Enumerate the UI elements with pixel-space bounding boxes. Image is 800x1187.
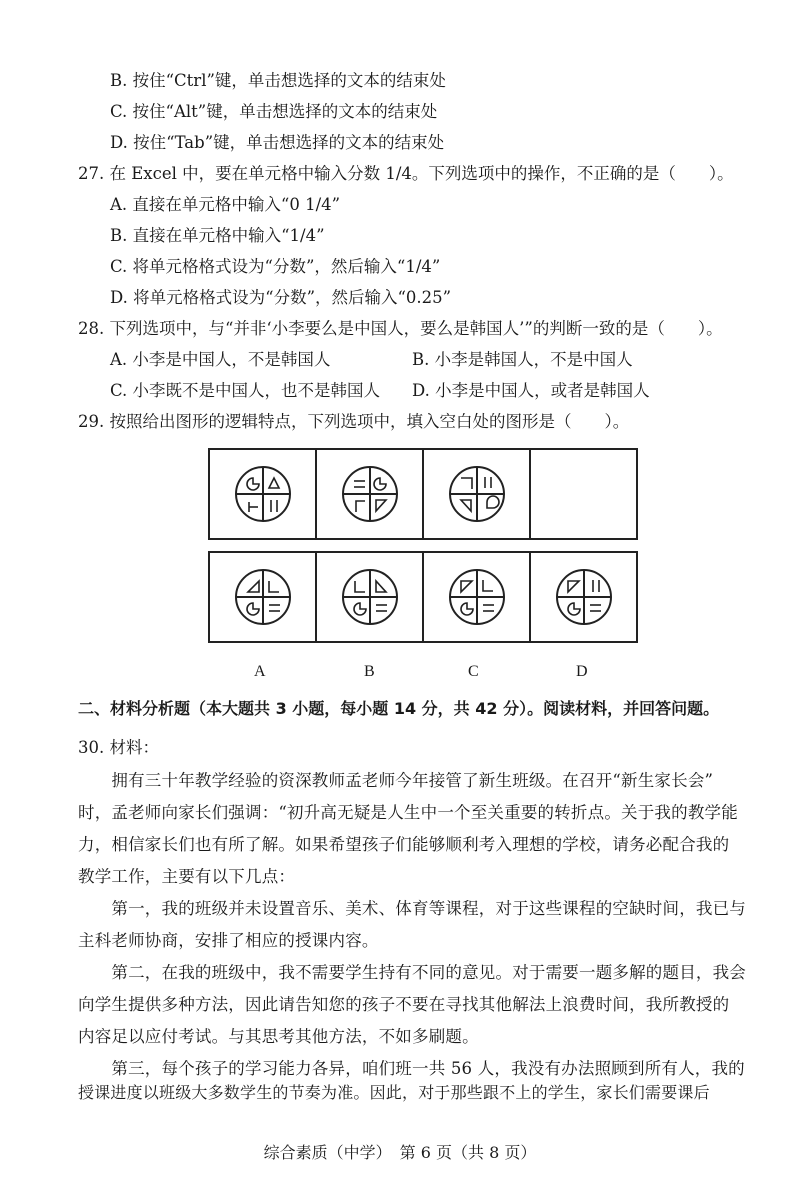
material-line: 拥有三十年教学经验的资深教师孟老师今年接管了新生班级。在召开“新生家长会” — [78, 771, 714, 790]
figure-cell-1 — [210, 450, 317, 538]
page-footer: 综合素质（中学） 第 6 页（共 8 页） — [263, 1143, 537, 1162]
circle-pattern-icon — [554, 567, 614, 627]
material-line: 力，相信家长们也有所了解。如果希望孩子们能够顺利考入理想的学校，请务必配合我的 — [78, 835, 730, 854]
q26-option-c: C. 按住“Alt”键，单击想选择的文本的结束处 — [110, 102, 438, 121]
option-label-b: B — [364, 663, 375, 680]
figure-options-row — [208, 551, 638, 643]
q28-stem: 28. 下列选项中，与“并非‘小李要么是中国人，要么是韩国人’”的判断一致的是（ ）。 — [78, 319, 723, 338]
q27-option-c: C. 将单元格格式设为“分数”，然后输入“1/4” — [110, 257, 441, 276]
material-line: 第三，每个孩子的学习能力各异，咱们班一共 56 人，我没有办法照顾到所有人，我的 — [78, 1059, 745, 1078]
option-label-a: A — [254, 663, 266, 680]
material-line: 授课进度以班级大多数学生的节奏为准。因此，对于那些跟不上的学生，家长们需要课后 — [78, 1083, 710, 1102]
q28-option-b: B. 小李是韩国人，不是中国人 — [412, 350, 633, 369]
figure-option-b[interactable] — [317, 553, 424, 641]
q26-option-d: D. 按住“Tab”键，单击想选择的文本的结束处 — [110, 133, 445, 152]
q28-option-c: C. 小李既不是中国人，也不是韩国人 — [110, 381, 381, 400]
q30-label: 30. 材料： — [78, 738, 159, 757]
q27-option-d: D. 将单元格格式设为“分数”，然后输入“0.25” — [110, 288, 452, 307]
figure-option-c[interactable] — [424, 553, 531, 641]
circle-pattern-icon — [340, 567, 400, 627]
figure-sequence-row — [208, 448, 638, 540]
circle-pattern-icon — [233, 567, 293, 627]
material-line: 第二，在我的班级中，我不需要学生持有不同的意见。对于需要一题多解的题目，我会 — [78, 963, 746, 982]
q29-stem: 29. 按照给出图形的逻辑特点，下列选项中，填入空白处的图形是（ ）。 — [78, 412, 630, 431]
material-line: 内容足以应付考试。与其思考其他方法，不如多刷题。 — [78, 1027, 479, 1046]
circle-pattern-icon — [447, 464, 507, 524]
circle-pattern-icon — [340, 464, 400, 524]
option-label-d: D — [576, 663, 588, 680]
material-line: 向学生提供多种方法，因此请告知您的孩子不要在寻找其他解法上浪费时间，我所教授的 — [78, 995, 730, 1014]
q27-stem: 27. 在 Excel 中，要在单元格中输入分数 1/4。下列选项中的操作，不正确的是（ ）。 — [78, 164, 734, 183]
figure-cell-2 — [317, 450, 424, 538]
q27-option-b: B. 直接在单元格中输入“1/4” — [110, 226, 325, 245]
material-line: 第一，我的班级并未设置音乐、美术、体育等课程，对于这些课程的空缺时间，我已与 — [78, 899, 746, 918]
figure-cell-3 — [424, 450, 531, 538]
circle-pattern-icon — [233, 464, 293, 524]
material-line: 教学工作，主要有以下几点： — [78, 867, 296, 886]
option-label-c: C — [468, 663, 479, 680]
figure-cell-blank — [531, 450, 636, 538]
q27-option-a: A. 直接在单元格中输入“0 1/4” — [110, 195, 341, 214]
material-line: 主科老师协商，安排了相应的授课内容。 — [78, 931, 379, 950]
q28-option-a: A. 小李是中国人，不是韩国人 — [110, 350, 331, 369]
q26-option-b: B. 按住“Ctrl”键，单击想选择的文本的结束处 — [110, 71, 446, 90]
section-heading: 二、材料分析题（本大题共 3 小题，每小题 14 分，共 42 分）。阅读材料，并回答问题。 — [78, 699, 720, 718]
figure-option-d[interactable] — [531, 553, 636, 641]
material-line: 时，孟老师向家长们强调：“初升高无疑是人生中一个至关重要的转折点。关于我的教学能 — [78, 803, 738, 822]
circle-pattern-icon — [447, 567, 507, 627]
q28-option-d: D. 小李是中国人，或者是韩国人 — [412, 381, 650, 400]
figure-option-a[interactable] — [210, 553, 317, 641]
